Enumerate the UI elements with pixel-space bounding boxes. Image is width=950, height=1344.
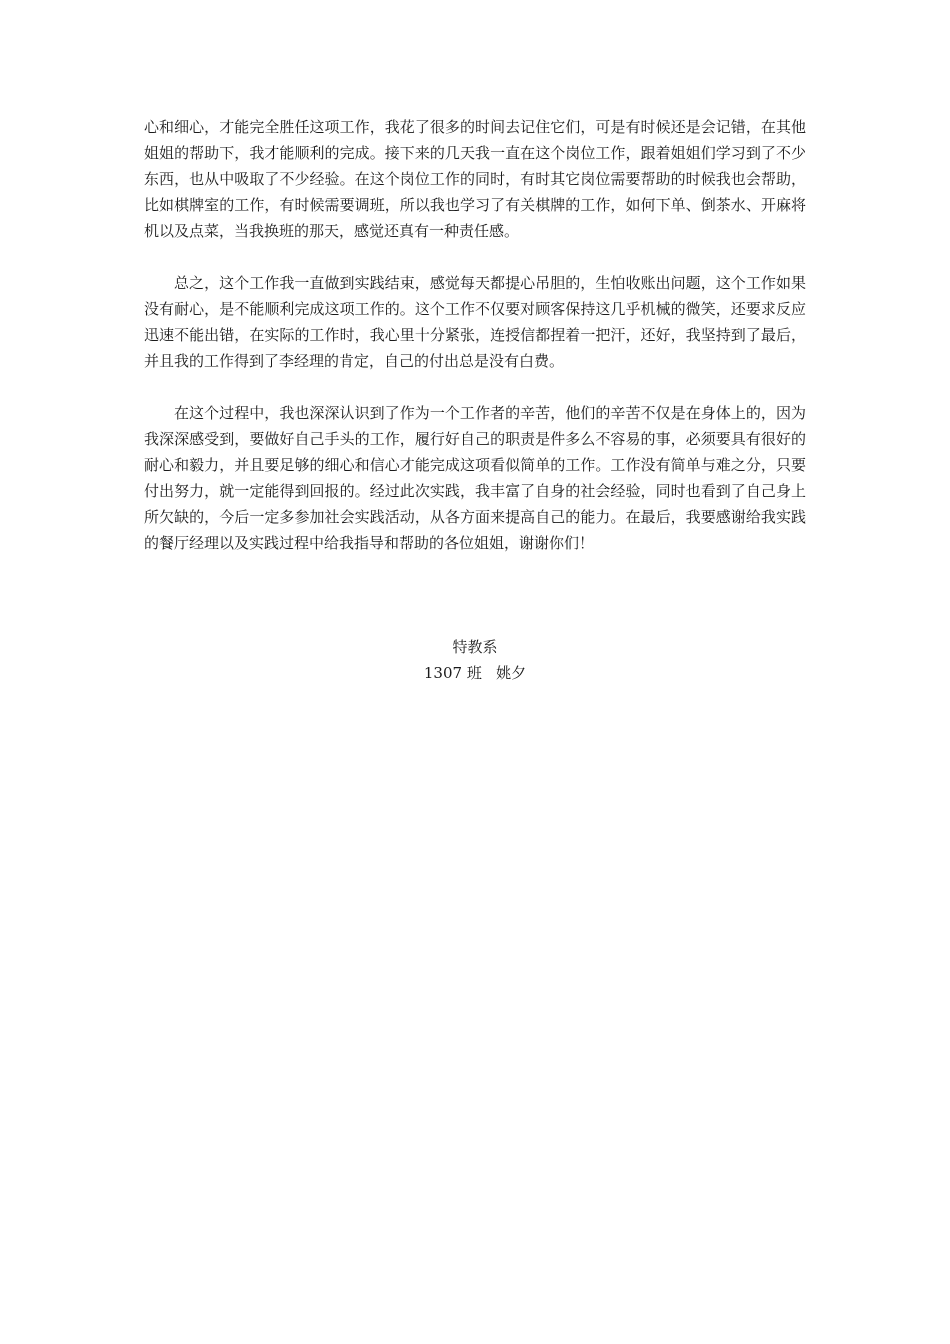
- paragraph-2: 总之，这个工作我一直做到实践结束，感觉每天都提心吊胆的，生怕收账出问题，这个工作如果没有耐心，是不能顺利完成这项工作的。这个工作不仅要对顾客保持这几乎机械的微笑，还要求反应迅速不能出错，在实际的工作时，我心里十分紧张，连授信都捏着一把汗，还好，我坚持到了最后，并且我的工作得到了李经理的肯定，自己的付出总是没有白费。: [144, 274, 806, 370]
- signature-block: [144, 634, 806, 686]
- paragraph-3: 在这个过程中，我也深深认识到了作为一个工作者的辛苦，他们的辛苦不仅是在身体上的，因为我深深感受到，要做好自己手头的工作，履行好自己的职责是件多么不容易的事，必须要具有很好的耐心和毅力，并且要足够的细心和信心才能完成这项看似简单的工作。工作没有简单与难之分，只要付出努力，就一定能得到回报的。经过此次实践，我丰富了自身的社会经验，同时也看到了自己身上所欠缺的，今后一定多参加社会实践活动，从各方面来提高自己的能力。在最后，我要感谢给我实践的餐厅经理以及实践过程中给我指导和帮助的各位姐姐，谢谢你们！: [144, 404, 806, 552]
- document-page: [144, 114, 806, 682]
- signature-department: 特教系: [452, 638, 498, 656]
- paragraph-1: 心和细心，才能完全胜任这项工作，我花了很多的时间去记住它们，可是有时候还是会记错，在其他姐姐的帮助下，我才能顺利的完成。接下来的几天我一直在这个岗位工作，跟着姐姐们学习到了不少东西，也从中吸取了不少经验。在这个岗位工作的同时，有时其它岗位需要帮助的时候我也会帮助，比如棋牌室的工作，有时候需要调班，所以我也学习了有关棋牌的工作，如何下单、倒茶水、开麻将机以及点菜，当我换班的那天，感觉还真有一种责任感。: [144, 118, 806, 240]
- signature-class-name: 1307 班 姚夕: [423, 664, 527, 682]
